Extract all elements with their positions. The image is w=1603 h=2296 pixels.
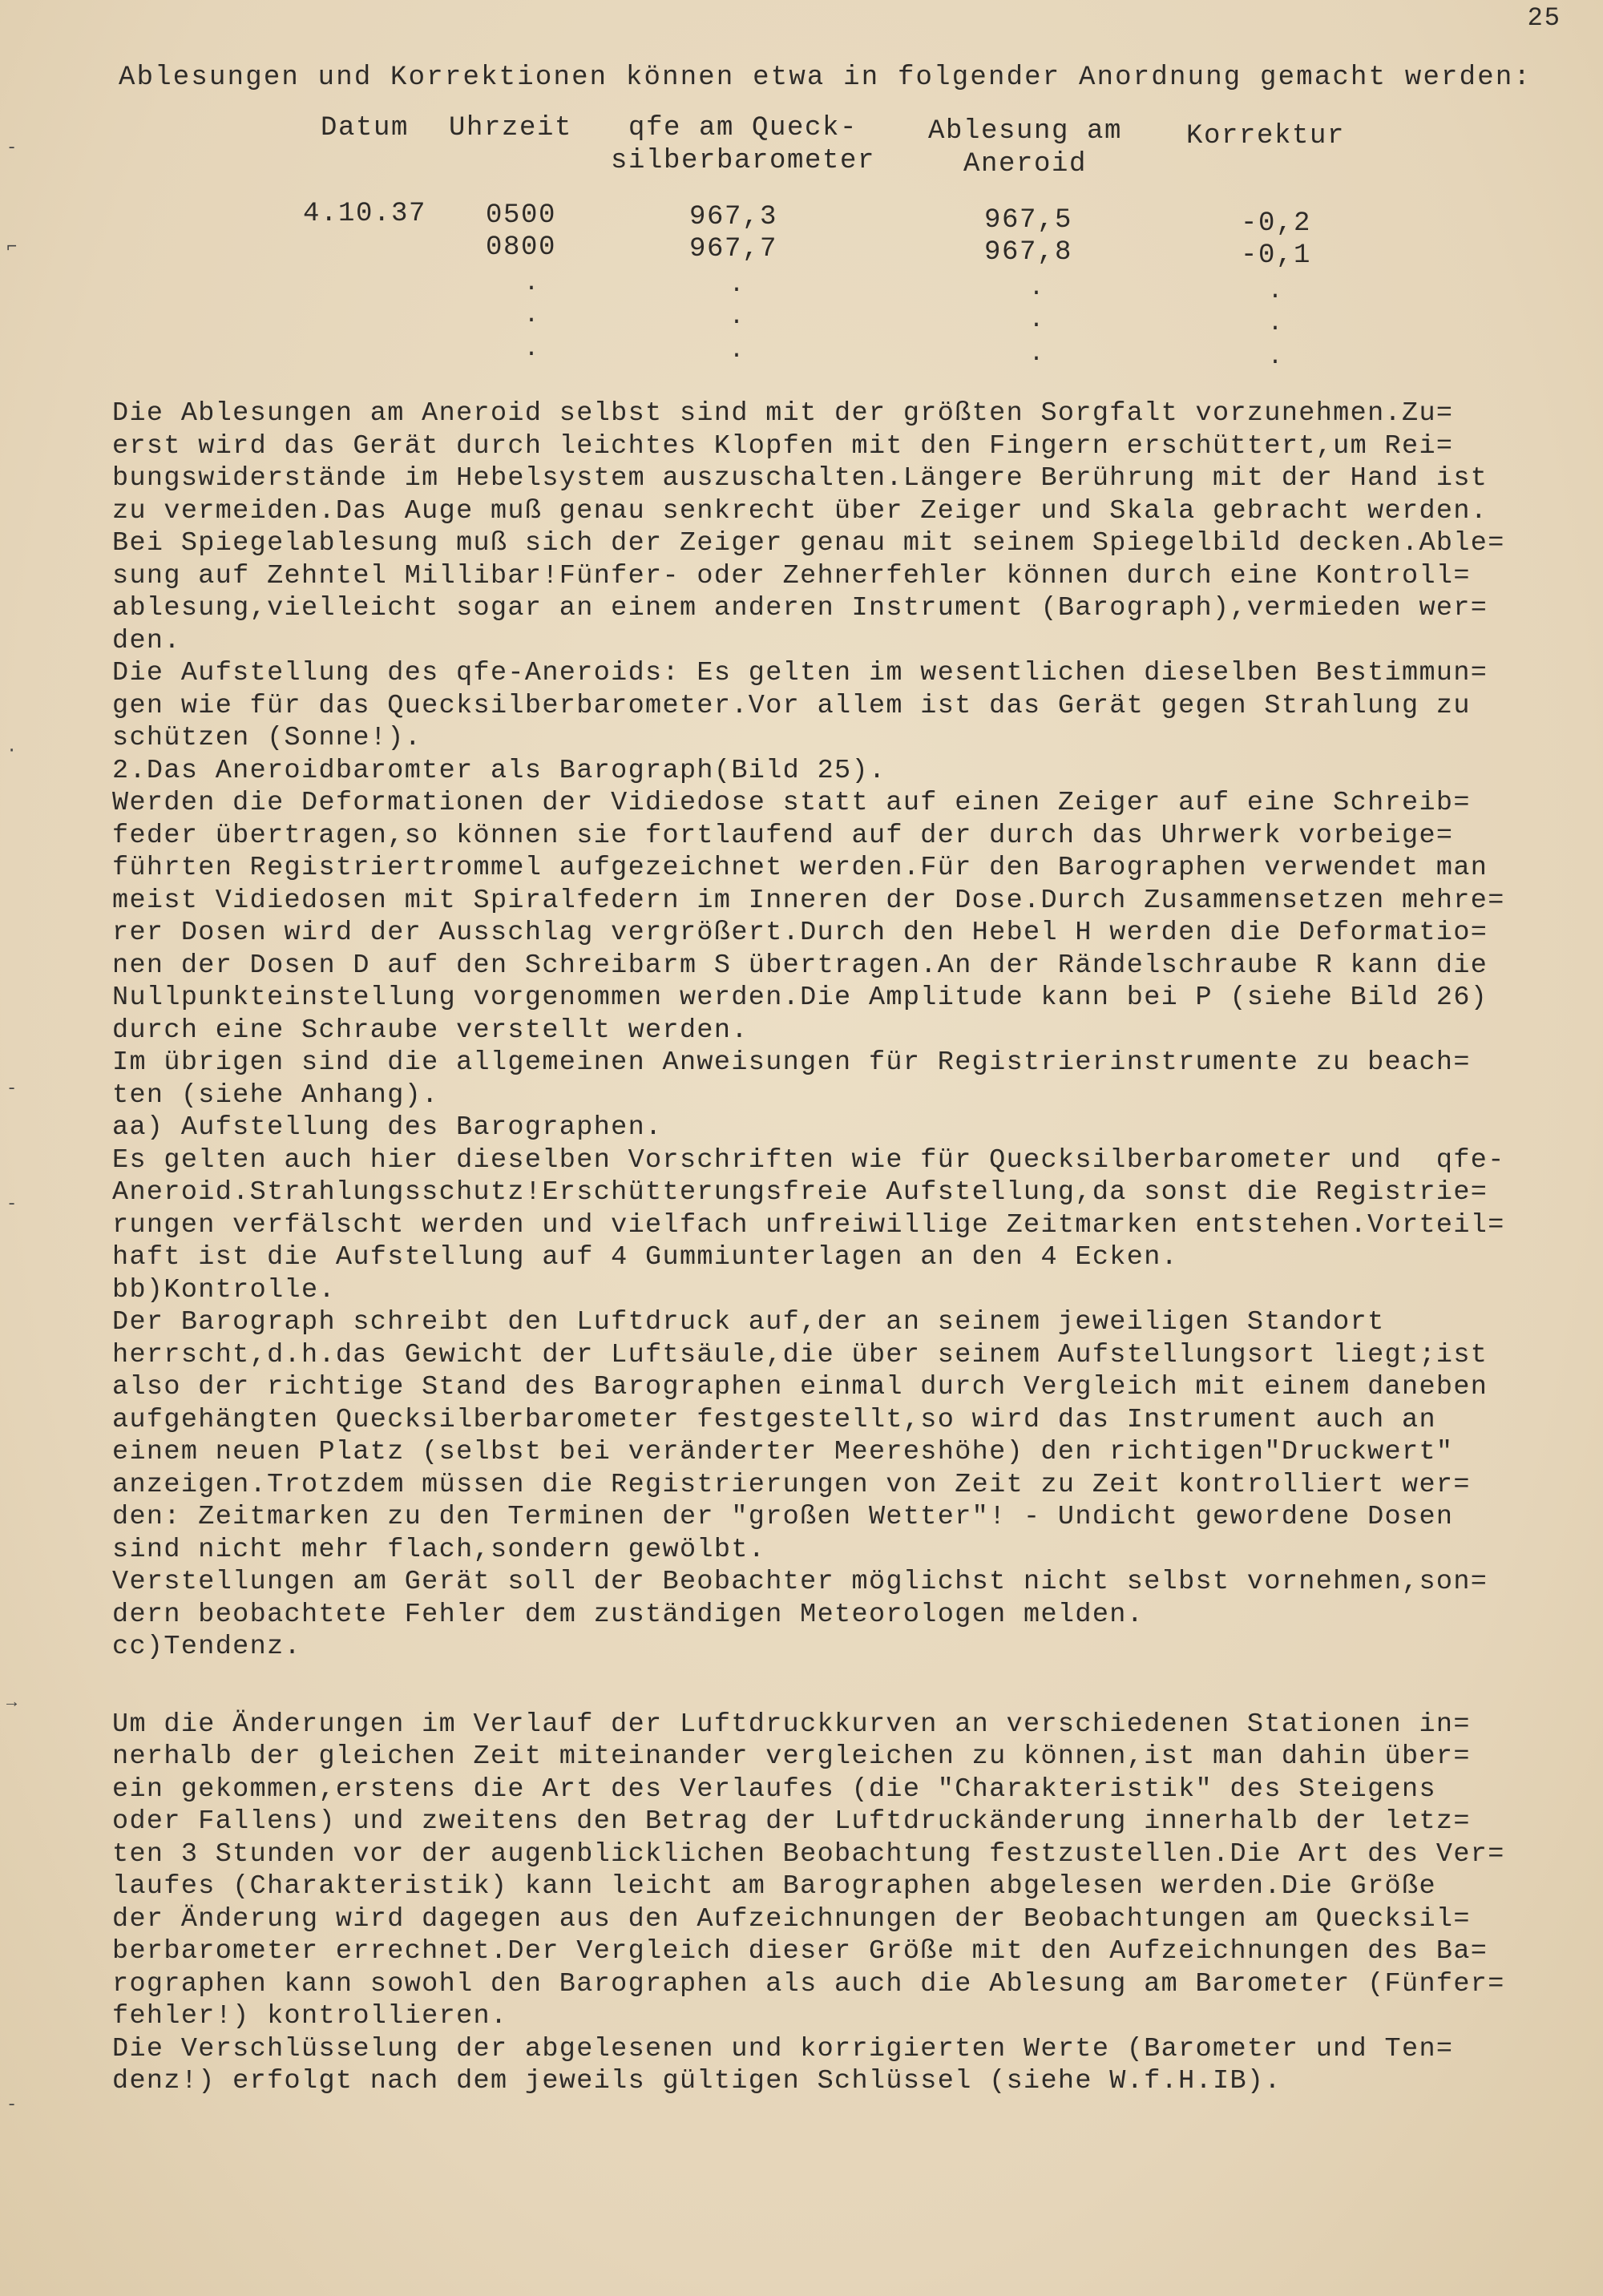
text-line: rungen verfälscht werden und vielfach unfreiwillige Zeitmarken entstehen.Vorteil= — [112, 1209, 1505, 1241]
continuation-dot: . — [524, 270, 539, 297]
margin-mark: - — [6, 138, 18, 158]
text-line: schützen (Sonne!). — [112, 723, 422, 753]
margin-mark: - — [6, 2095, 18, 2115]
text-line: Nullpunkteinstellung vorgenommen werden.Die Amplitude kann bei P (siehe Bild 26) — [112, 983, 1488, 1013]
text-line: zu vermeiden.Das Auge muß genau senkrecht über Zeiger und Skala gebracht werden. — [112, 495, 1488, 527]
text-line: Im übrigen sind die allgemeinen Anweisungen für Registrierinstrumente zu beach= — [112, 1047, 1471, 1078]
text-line: anzeigen.Trotzdem müssen die Registrierungen von Zeit zu Zeit kontrolliert wer= — [112, 1469, 1471, 1500]
margin-mark: - — [6, 1194, 18, 1214]
text-line: Der Barograph schreibt den Luftdruck auf,der an seinem jeweiligen Standort — [112, 1307, 1385, 1338]
continuation-dot: . — [1029, 341, 1044, 368]
text-line: 2.Das Aneroidbaromter als Barograph(Bild 25). — [112, 755, 886, 786]
continuation-dot: . — [1268, 310, 1283, 337]
text-line: sung auf Zehntel Millibar!Fünfer- oder Zehnerfehler können durch eine Kontroll= — [112, 560, 1471, 591]
text-line: Bei Spiegelablesung muß sich der Zeiger genau mit seinem Spiegelbild decken.Able= — [112, 528, 1505, 559]
text-line: einem neuen Platz (selbst bei veränderter Meereshöhe) den richtigen"Druckwert" — [112, 1437, 1454, 1467]
intro-line: Ablesungen und Korrektionen können etwa in folgender Anordnung gemacht werden: — [119, 63, 1532, 93]
text-line: erst wird das Gerät durch leichtes Klopfen mit den Fingern erschüttert,um Rei= — [112, 430, 1454, 462]
text-line: ten (siehe Anhang). — [112, 1079, 439, 1111]
continuation-dot: . — [524, 302, 539, 329]
cell-qfe: 967,3 — [689, 202, 778, 232]
body-text — [112, 397, 1603, 2098]
cell-aneroid: 967,8 — [984, 237, 1073, 268]
readings-table — [0, 112, 1603, 377]
text-line: der Änderung wird dagegen aus den Aufzeichnungen der Beobachtungen am Quecksil= — [112, 1903, 1471, 1935]
continuation-dot: . — [1268, 344, 1283, 371]
text-line: cc)Tendenz. — [112, 1632, 301, 1662]
text-line: ten 3 Stunden vor der augenblicklichen Beobachtung festzustellen.Die Art des Ver= — [112, 1838, 1505, 1870]
text-line: laufes (Charakteristik) kann leicht am Barographen abgelesen werden.Die Größe — [112, 1871, 1436, 1902]
text-line: Um die Änderungen im Verlauf der Luftdruckkurven an verschiedenen Stationen in= — [112, 1709, 1471, 1740]
header-uhrzeit: Uhrzeit — [449, 113, 573, 143]
cell-qfe: 967,7 — [689, 234, 778, 264]
cell-aneroid: 967,5 — [984, 205, 1073, 236]
text-line: dern beobachtete Fehler dem zuständigen Meteorologen melden. — [112, 1599, 1145, 1630]
text-line: aa) Aufstellung des Barographen. — [112, 1112, 663, 1143]
text-line: bb)Kontrolle. — [112, 1274, 336, 1305]
cell-date: 4.10.37 — [303, 199, 427, 229]
continuation-dot: . — [1029, 275, 1044, 302]
continuation-dot: . — [729, 272, 745, 299]
text-line: bungswiderstände im Hebelsystem auszuschalten.Längere Berührung mit der Hand ist — [112, 463, 1488, 494]
text-line: haft ist die Aufstellung auf 4 Gummiunterlagen an den 4 Ecken. — [112, 1242, 1179, 1273]
text-line: Die Aufstellung des qfe-Aneroids: Es gelten im wesentlichen dieselben Bestimmun= — [112, 658, 1488, 688]
text-line: den: Zeitmarken zu den Terminen der "großen Wetter"! - Undicht gewordene Dosen — [112, 1502, 1454, 1532]
text-line: also der richtige Stand des Barographen einmal durch Vergleich mit einem daneben — [112, 1372, 1488, 1402]
text-line: denz!) erfolgt nach dem jeweils gültigen Schlüssel (siehe W.f.H.IB). — [112, 2066, 1282, 2096]
text-line: aufgehängten Quecksilberbarometer festgestellt,so wird das Instrument auch an — [112, 1404, 1436, 1435]
margin-mark: → — [6, 1693, 18, 1713]
text-line: nerhalb der gleichen Zeit miteinander vergleichen zu können,ist man dahin über= — [112, 1741, 1471, 1772]
cell-correction: -0,2 — [1241, 208, 1312, 239]
text-line: ein gekommen,erstens die Art des Verlaufes (die "Charakteristik" des Steigens — [112, 1773, 1436, 1805]
text-line: rer Dosen wird der Ausschlag vergrößert.Durch den Hebel H werden die Deformatio= — [112, 918, 1488, 948]
text-line: gen wie für das Quecksilberbarometer.Vor allem ist das Gerät gegen Strahlung zu — [112, 690, 1471, 721]
text-line: ablesung,vielleicht sogar an einem anderen Instrument (Barograph),vermieden wer= — [112, 593, 1488, 623]
header-datum: Datum — [321, 113, 410, 143]
text-line: den. — [112, 625, 181, 656]
text-line: nen der Dosen D auf den Schreibarm S übertragen.An der Rändelschraube R kann die — [112, 950, 1488, 981]
text-line: herrscht,d.h.das Gewicht der Luftsäule,die über seinem Aufstellungsort liegt;ist — [112, 1339, 1488, 1370]
text-line: Werden die Deformationen der Vidiedose statt auf einen Zeiger auf eine Schreib= — [112, 788, 1471, 818]
header-korrektur: Korrektur — [1186, 121, 1346, 151]
continuation-dot: . — [524, 336, 539, 363]
margin-mark: - — [6, 1079, 18, 1099]
text-line: Verstellungen am Gerät soll der Beobachter möglichst nicht selbst vornehmen,son= — [112, 1567, 1488, 1597]
paragraph-gap — [112, 1664, 1603, 1709]
cell-correction: -0,1 — [1241, 240, 1312, 271]
continuation-dot: . — [1029, 307, 1044, 334]
continuation-dot: . — [729, 304, 745, 331]
header-qfe: qfe am Queck- silberbarometer — [611, 113, 876, 176]
margin-mark: · — [6, 740, 18, 761]
text-line: rographen kann sowohl den Barographen als auch die Ablesung am Barometer (Fünfer= — [112, 1968, 1505, 1999]
continuation-dot: . — [729, 337, 745, 365]
continuation-dot: . — [1268, 278, 1283, 305]
text-line: sind nicht mehr flach,sondern gewölbt. — [112, 1534, 766, 1565]
text-line: oder Fallens) und zweitens den Betrag der Luftdruckänderung innerhalb der letz= — [112, 1806, 1471, 1837]
margin-mark: ⌐ — [6, 237, 18, 257]
header-ablesung: Ablesung am Aneroid — [928, 116, 1123, 180]
text-line: fehler!) kontrollieren. — [112, 2001, 508, 2032]
text-line: meist Vidiedosen mit Spiralfedern im Inneren der Dose.Durch Zusammensetzen mehre= — [112, 885, 1505, 916]
text-line: führten Registriertrommel aufgezeichnet werden.Für den Barographen verwendet man — [112, 853, 1488, 883]
text-line: Aneroid.Strahlungsschutz!Erschütterungsfreie Aufstellung,da sonst die Registrie= — [112, 1177, 1488, 1208]
page-number: 25 — [1527, 3, 1561, 33]
text-line: Es gelten auch hier dieselben Vorschriften wie für Quecksilberbarometer und qfe- — [112, 1144, 1505, 1176]
text-line: Die Ablesungen am Aneroid selbst sind mit der größten Sorgfalt vorzunehmen.Zu= — [112, 398, 1454, 429]
text-line: berbarometer errechnet.Der Vergleich dieser Größe mit den Aufzeichnungen des Ba= — [112, 1936, 1488, 1967]
text-line: Die Verschlüsselung der abgelesenen und korrigierten Werte (Barometer und Ten= — [112, 2033, 1454, 2064]
text-line: feder übertragen,so können sie fortlaufend auf der durch das Uhrwerk vorbeige= — [112, 820, 1454, 851]
text-line: durch eine Schraube verstellt werden. — [112, 1015, 749, 1046]
cell-time: 0800 — [486, 232, 557, 263]
cell-time: 0500 — [486, 200, 557, 231]
